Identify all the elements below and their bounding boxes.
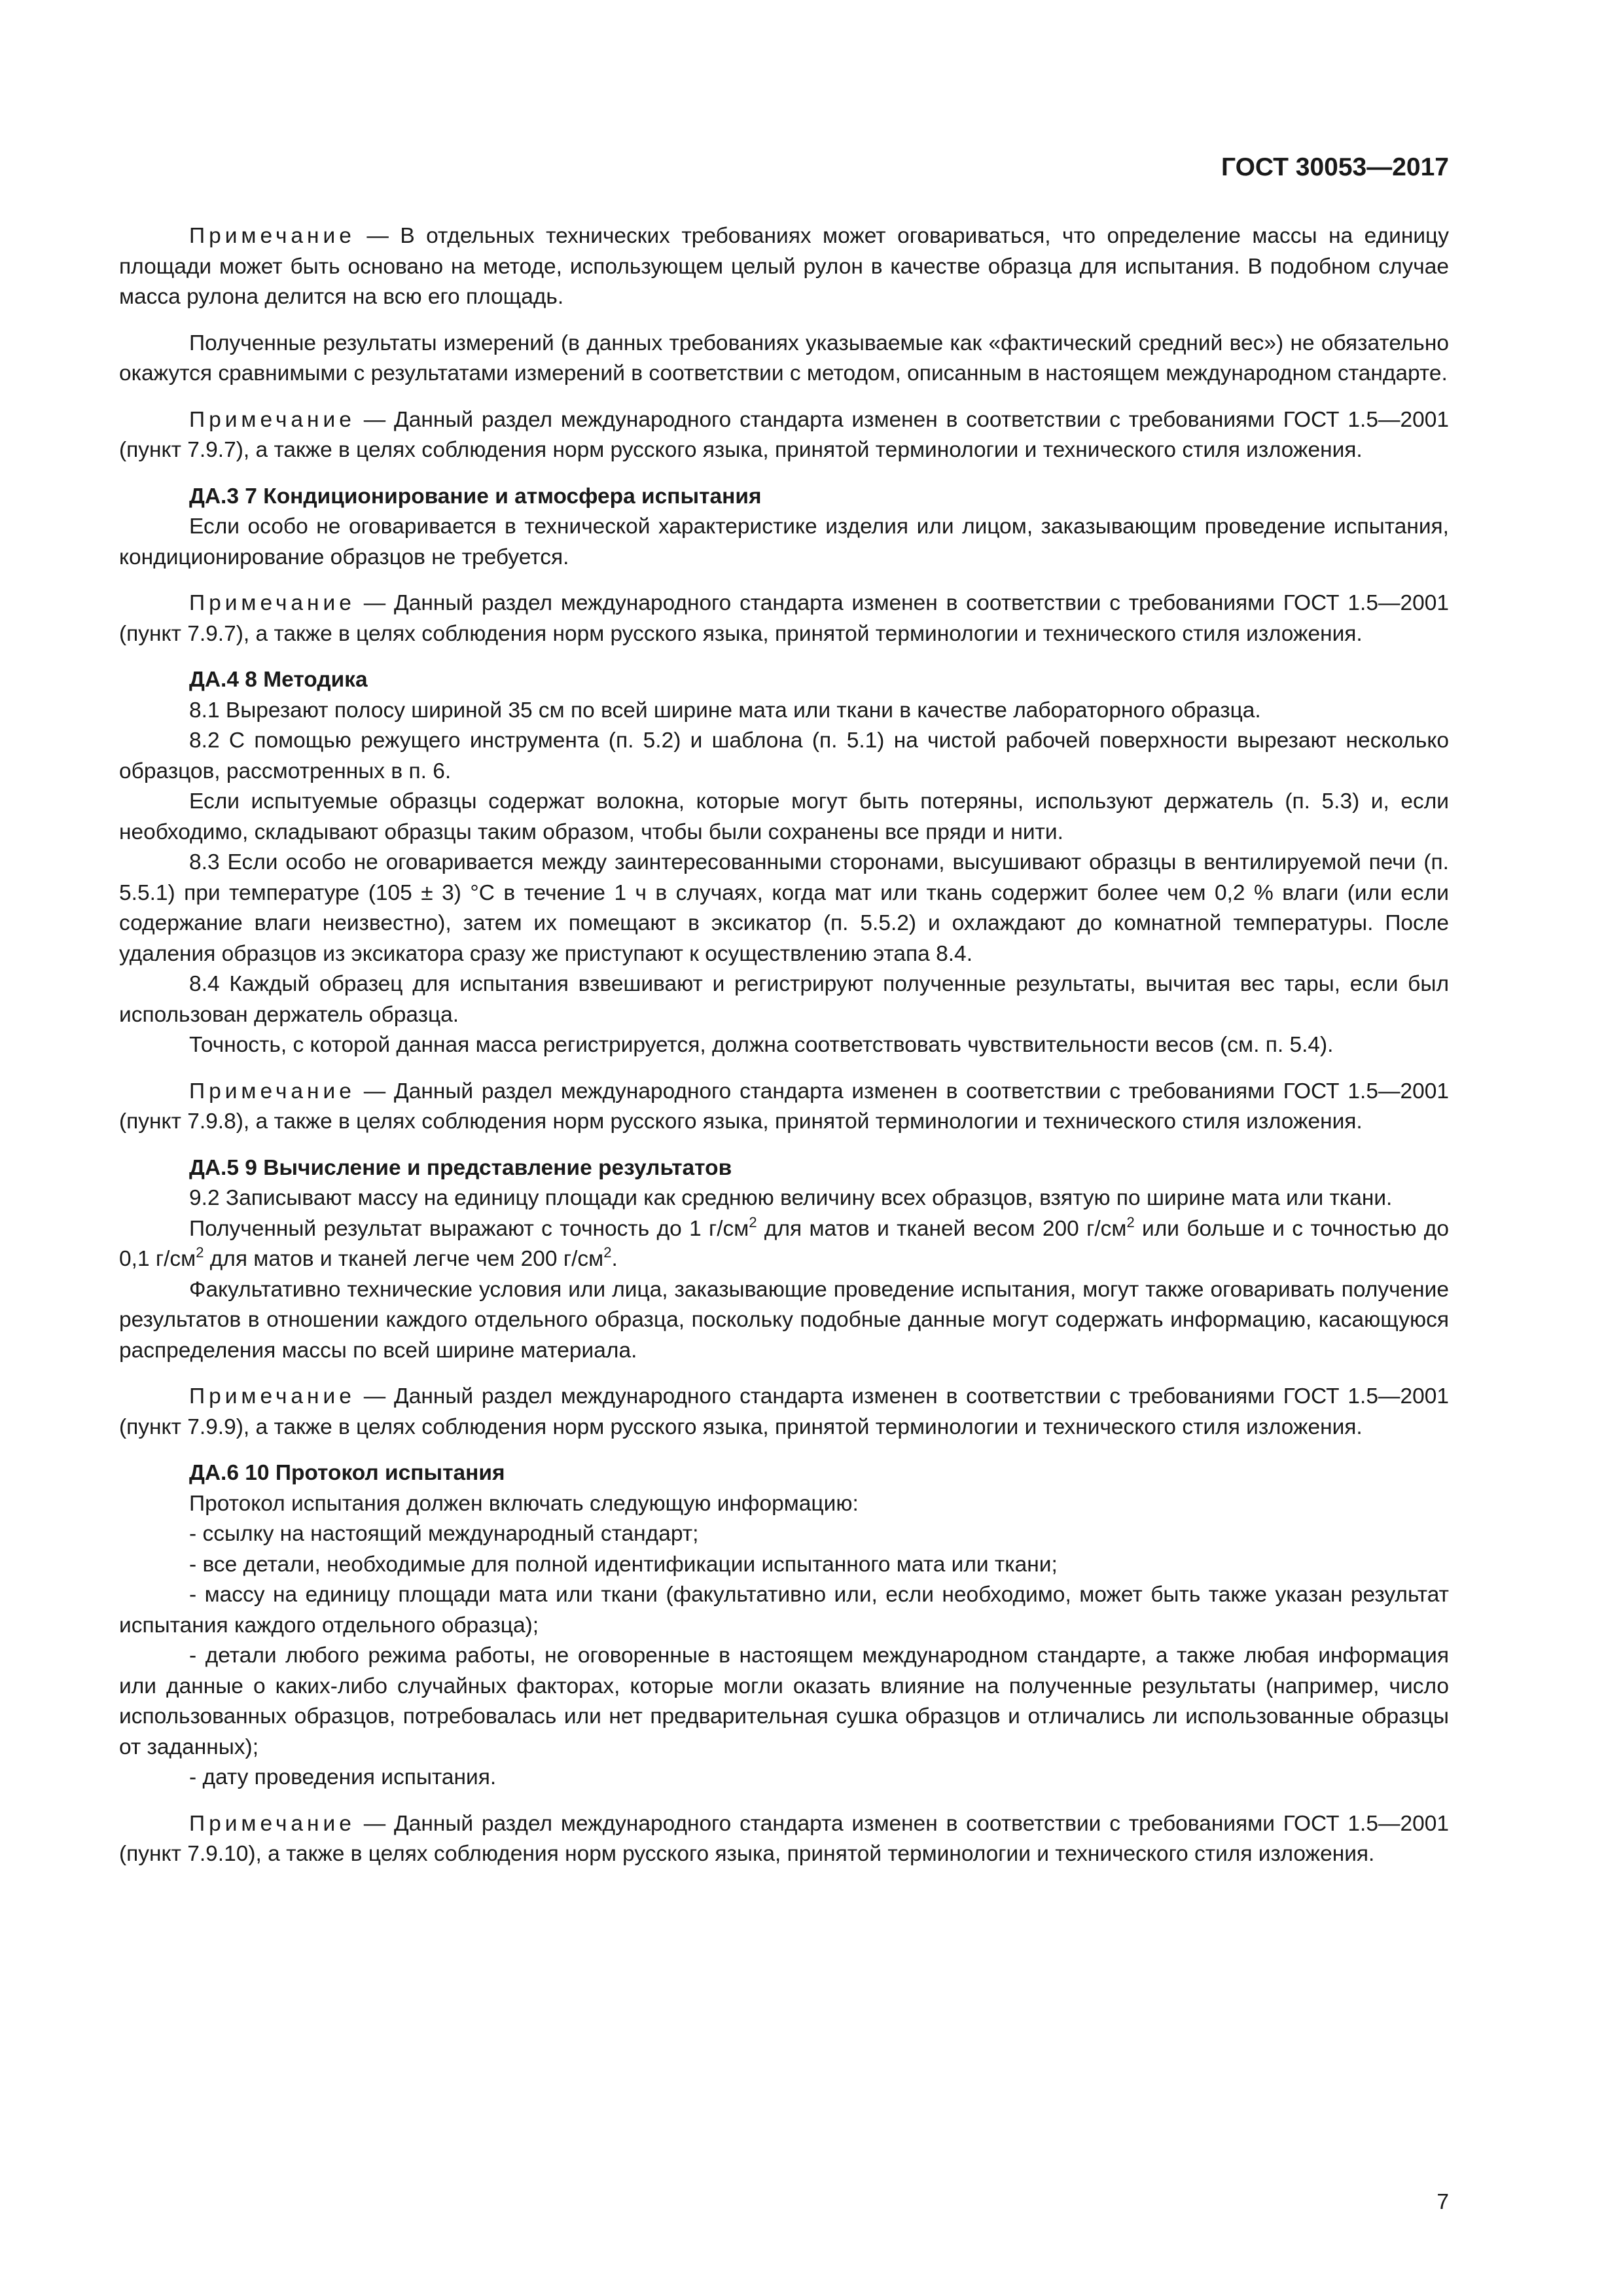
document-body xyxy=(119,221,1449,1870)
note-paragraph-3 xyxy=(119,588,1449,649)
section-heading-da4: ДА.4 8 Методика xyxy=(189,668,368,692)
note-label: Примечание xyxy=(189,1384,355,1408)
clause-8-3: 8.3 Если особо не оговаривается между заинтересованными сторонами, высушивают образцы в вентилируемой печи (п. 5.5.1) при температуре (105 ± 3) °С в течение 1 ч в случаях, когда мат или ткань содержит более чем 0,2 % влаги (или если содержание влаги неизвестно), затем их помещают в эксикатор (п. 5.5.2) и охлаждают до комнатной температуры. После удаления образцов из эксикатора сразу же приступают к осуществлению этапа 8.4. xyxy=(119,850,1449,966)
note-text: — Данный раздел международного стандарта изменен в соответствии с требованиями ГОСТ 1.5—2001 (пункт 7.9.7), а также в целях соблюдения норм русского языка, принятой терминологии и технического стиля изложения. xyxy=(119,591,1449,646)
precision-text: . xyxy=(611,1247,618,1271)
optional-results-paragraph: Факультативно технические условия или лица, заказывающие проведение испытания, могут также оговаривать получение результатов в отношении каждого отдельного образца, поскольку подобные данные могут содержать информацию, касающуюся распределения массы по всей ширине материала. xyxy=(119,1277,1449,1363)
note-text: — Данный раздел международного стандарта изменен в соответствии с требованиями ГОСТ 1.5—2001 (пункт 7.9.8), а также в целях соблюдения норм русского языка, принятой терминологии и технического стиля изложения. xyxy=(119,1079,1449,1134)
note-paragraph-1 xyxy=(119,221,1449,313)
list-item: - ссылку на настоящий международный стандарт; xyxy=(189,1522,699,1546)
document-code-header: ГОСТ 30053—2017 xyxy=(1221,153,1449,181)
clause-9-2: 9.2 Записывают массу на единицу площади как среднюю величину всех образцов, взятую по ширине мата или ткани. xyxy=(189,1186,1393,1210)
precision-paragraph xyxy=(119,1214,1449,1275)
protocol-intro: Протокол испытания должен включать следующую информацию: xyxy=(189,1491,859,1516)
superscript: 2 xyxy=(603,1244,612,1261)
note-label: Примечание xyxy=(189,591,355,615)
precision-text: для матов и тканей легче чем 200 г/см xyxy=(204,1247,604,1271)
list-item: - детали любого режима работы, не оговоренные в настоящем международном стандарте, а также любая информация или данные о каких-либо случайных факторах, которые могли оказать влияние на полученные результаты (например, число использованных образцов, потребовалась или нет предварительная сушка образцов и отличались ли использованные образцы от заданных); xyxy=(119,1643,1449,1759)
clause-8-2-holder: Если испытуемые образцы содержат волокна, которые могут быть потеряны, используют держатель (п. 5.3) и, если необходимо, складывают образцы таким образом, чтобы были сохранены все пряди и нити. xyxy=(119,789,1449,844)
da3-paragraph: Если особо не оговаривается в технической характеристике изделия или лицом, заказывающим проведение испытания, кондиционирование образцов не требуется. xyxy=(119,514,1449,569)
precision-text: или больше и с точностью до 0,1 г/см xyxy=(119,1216,1449,1271)
clause-8-4: 8.4 Каждый образец для испытания взвешивают и регистрируют полученные результаты, вычитая вес тары, если был использован держатель образца. xyxy=(119,972,1449,1027)
list-item: - дату проведения испытания. xyxy=(189,1765,497,1789)
results-paragraph: Полученные результаты измерений (в данных требованиях указываемые как «фактический средний вес») не обязательно окажутся сравнимыми с результатами измерений в соответствии с методом, описанным в настоящем международном стандарте. xyxy=(119,331,1449,386)
superscript: 2 xyxy=(749,1213,757,1230)
precision-text: Полученный результат выражают с точность до 1 г/см xyxy=(189,1216,749,1241)
note-paragraph-5 xyxy=(119,1382,1449,1443)
superscript: 2 xyxy=(1126,1213,1135,1230)
section-heading-da5: ДА.5 9 Вычисление и представление результатов xyxy=(189,1155,732,1180)
page-number: 7 xyxy=(1436,2190,1449,2214)
clause-8-1: 8.1 Вырезают полосу шириной 35 см по всей ширине мата или ткани в качестве лабораторного образца. xyxy=(189,698,1261,723)
note-paragraph-6 xyxy=(119,1809,1449,1870)
list-item: - все детали, необходимые для полной идентификации испытанного мата или ткани; xyxy=(189,1552,1058,1577)
note-label: Примечание xyxy=(189,1079,355,1103)
clause-8-2: 8.2 С помощью режущего инструмента (п. 5.2) и шаблона (п. 5.1) на чистой рабочей поверхности вырезают несколько образцов, рассмотренных в п. 6. xyxy=(119,728,1449,783)
list-item: - массу на единицу площади мата или ткани (факультативно или, если необходимо, может быть также указан результат испытания каждого отдельного образца); xyxy=(119,1583,1449,1638)
note-text: — В отдельных технических требованиях может оговариваться, что определение массы на единицу площади может быть основано на методе, использующем целый рулон в качестве образца для испытания. В подобном случае масса рулона делится на всю его площадь. xyxy=(119,224,1449,309)
note-label: Примечание xyxy=(189,224,355,248)
note-text: — Данный раздел международного стандарта изменен в соответствии с требованиями ГОСТ 1.5—2001 (пункт 7.9.10), а также в целях соблюдения норм русского языка, принятой терминологии и технического стиля изложения. xyxy=(119,1811,1449,1866)
superscript: 2 xyxy=(196,1244,204,1261)
clause-8-4-precision: Точность, с которой данная масса регистрируется, должна соответствовать чувствительности весов (см. п. 5.4). xyxy=(189,1033,1334,1057)
note-label: Примечание xyxy=(189,407,355,432)
document-page xyxy=(119,149,1449,2217)
section-heading-da3: ДА.3 7 Кондиционирование и атмосфера испытания xyxy=(189,484,762,509)
section-heading-da6: ДА.6 10 Протокол испытания xyxy=(189,1461,505,1485)
note-text: — Данный раздел международного стандарта изменен в соответствии с требованиями ГОСТ 1.5—2001 (пункт 7.9.9), а также в целях соблюдения норм русского языка, принятой терминологии и технического стиля изложения. xyxy=(119,1384,1449,1439)
note-paragraph-2 xyxy=(119,405,1449,466)
note-label: Примечание xyxy=(189,1811,355,1836)
note-paragraph-4 xyxy=(119,1077,1449,1138)
note-text: — Данный раздел международного стандарта изменен в соответствии с требованиями ГОСТ 1.5—2001 (пункт 7.9.7), а также в целях соблюдения норм русского языка, принятой терминологии и технического стиля изложения. xyxy=(119,407,1449,462)
precision-text: для матов и тканей весом 200 г/см xyxy=(757,1216,1127,1241)
